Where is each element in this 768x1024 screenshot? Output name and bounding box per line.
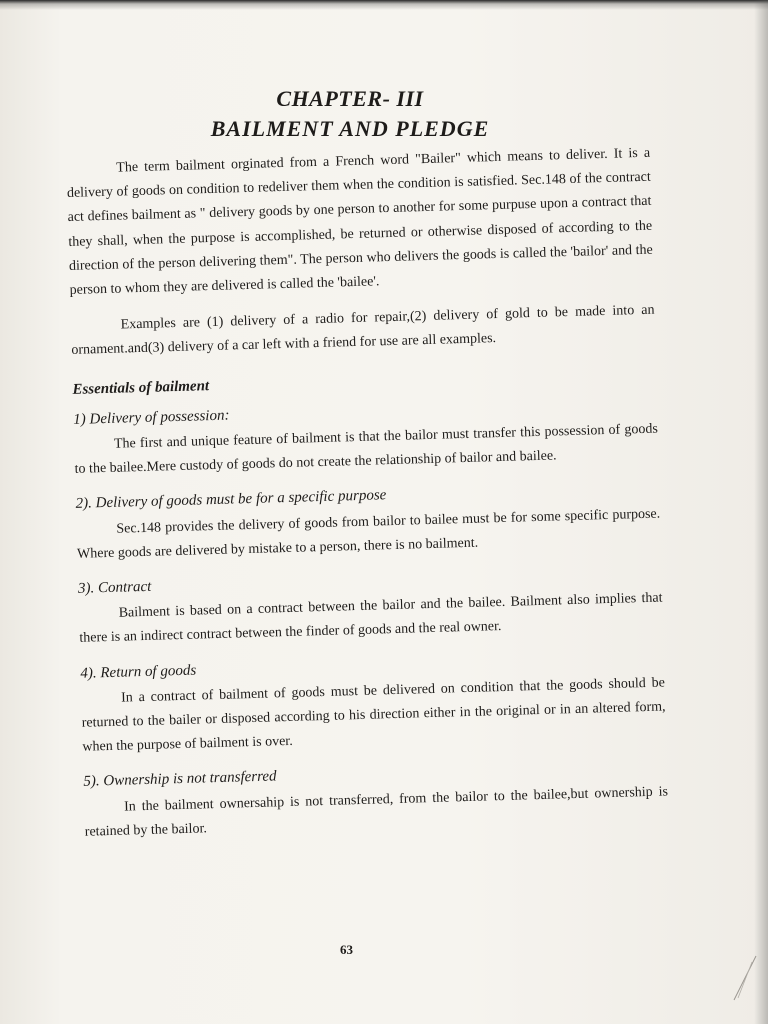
- section-body: In the bailment ownersahip is not transferred, from the bailor to the bailee,but ownership is retained by the bailor.: [84, 784, 669, 840]
- section-body: Bailment is based on a contract between the bailor and the bailee. Bailment also implies that there is an indirect contract between the finder of goods and the real owner.: [79, 590, 663, 647]
- section-delivery-of-possession: [73, 391, 659, 482]
- section-heading: 2). Delivery of goods must be for a specific purpose: [75, 487, 387, 513]
- right-shadow: [754, 0, 768, 1024]
- essentials-heading: Essentials of bailment: [72, 377, 210, 398]
- intro-paragraph-2: Examples are (1) delivery of a radio for repair,(2) delivery of gold to be made into an ornament.and(3) delivery of a car left with a friend for use are all examples.: [71, 302, 655, 359]
- section-heading: 5). Ownership is not transferred: [83, 768, 277, 791]
- section-ownership: [83, 754, 669, 845]
- section-contract: [78, 561, 664, 652]
- chapter-label: CHAPTER- III: [276, 86, 424, 111]
- top-shadow: [0, 0, 768, 10]
- document-body: [66, 142, 669, 855]
- section-body: Sec.148 provides the delivery of goods from bailor to bailee must be for some specific purpose. Where goods are delivered by mistake to a person, there is no bailment.: [76, 506, 661, 562]
- chapter-title: BAILMENT AND PLEDGE: [210, 116, 490, 141]
- section-heading: 1) Delivery of possession:: [73, 407, 230, 428]
- section-body: The first and unique feature of bailment is that the bailor must transfer this possession of goods to the bailee.Mere custody of goods do not create the relationship of bailor and bailee.: [74, 421, 659, 478]
- section-heading: 3). Contract: [77, 578, 152, 597]
- page-number: 63: [340, 942, 353, 957]
- pen-mark-decoration: [728, 954, 758, 1004]
- section-specific-purpose: [75, 476, 661, 567]
- section-heading: 4). Return of goods: [80, 662, 197, 682]
- section-body: In a contract of bailment of goods must be delivered on condition that the goods should be returned to the bailer or disposed according to his direction either in the original or in an altered form, when the purpose of bailment is over.: [81, 675, 666, 756]
- section-return-of-goods: [80, 645, 667, 760]
- intro-paragraph-1: The term bailment orginated from a French word "Bailer" which means to deliver. It is a delivery of goods on condition to redeliver them when the condition is satisfied. Sec.148 of the contract act defines bailment as " delivery goods by one person to another for some purpuse upon a contract that they shall, when the purpose is accomplished, be returned or otherwise disposed of according to the direction of the person delivering them". The person who delivers the goods is called the 'bailor' and the person to whom they are delivered is called the 'bailee'.: [66, 145, 654, 298]
